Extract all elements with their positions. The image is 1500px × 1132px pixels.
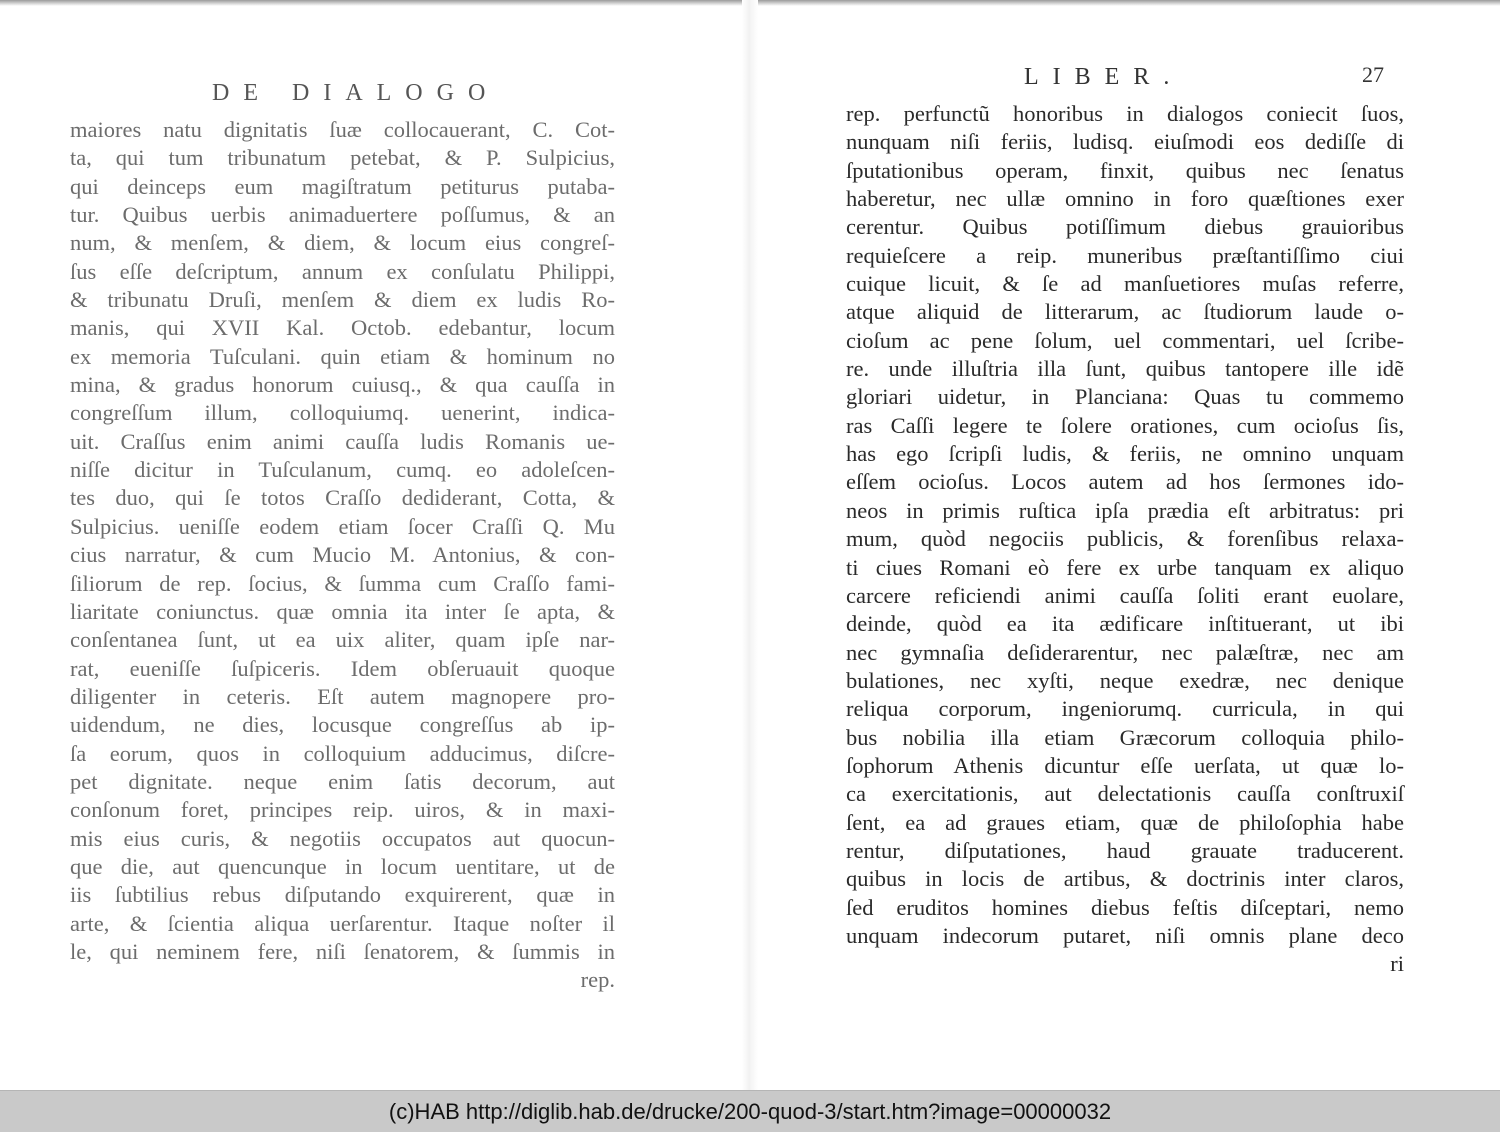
page-number: 27	[1362, 62, 1384, 87]
text-line: diligenter in ceteris. Eſt autem magnopere pro-	[70, 683, 615, 709]
text-line: deinde, quòd ea ita ædificare inſtituerant, ut ibi	[846, 611, 1404, 637]
text-line: mis eius curis, & negotiis occupatos aut quocun-	[70, 825, 615, 851]
text-line: maiores natu dignitatis ſuæ collocauerant, C. Cot-	[70, 117, 615, 142]
text-line: ca exercitationis, aut delectationis cauſſa conſtruxiſ	[846, 781, 1404, 807]
text-line: rat, eueniſſe ſuſpiceris. Idem obſeruauit quoque	[70, 655, 615, 681]
text-line: niſſe dicitur in Tuſculanum, cumq. eo adoleſcen-	[70, 457, 615, 483]
right-running-head: LIBER.	[1024, 64, 1184, 90]
text-line: congreſſum illum, colloquiumq. uenerint, indica-	[70, 400, 615, 426]
text-line: ſus eſſe deſcriptum, annum ex conſulatu Philippi,	[70, 258, 615, 284]
text-line: ſent, ea ad graues etiam, quæ de philoſophia habe	[846, 809, 1404, 835]
text-line: mum, quòd negociis publicis, & forenſibus relaxa-	[846, 526, 1404, 552]
text-line: bus nobilia illa etiam Græcorum colloquia philo-	[846, 724, 1404, 750]
left-text-block	[70, 116, 615, 995]
text-line: quibus in locis de artibus, & doctrinis inter claros,	[846, 866, 1404, 892]
text-line: bulationes, nec xyſti, neque exedræ, nec denique	[846, 667, 1404, 693]
text-line: has ego ſcripſi ludis, & feriis, ne omnino unquam	[846, 441, 1404, 467]
right-text-block	[846, 100, 1404, 979]
text-line: le, qui neminem fere, niſi ſenatorem, & ſummis in	[70, 938, 615, 964]
text-line: cioſum ac pene ſolum, uel commentari, uel ſcribe-	[846, 327, 1404, 353]
text-line: ti ciues Romani eò fere ex urbe tanquam ex aliquo	[846, 554, 1404, 580]
text-line: cuique licuit, & ſe ad manſuetiores muſas referre,	[846, 271, 1404, 297]
text-line: manis, qui XVII Kal. Octob. edebantur, locum	[70, 315, 615, 341]
text-line: conſonum foret, principes reip. uiros, & in maxi-	[70, 797, 615, 823]
text-line: arte, & ſcientia aliqua uerſarentur. Itaque noſter il	[70, 910, 615, 936]
text-line: tur. Quibus uerbis animaduertere poſſumus, & an	[70, 202, 615, 228]
text-line: uidendum, ne dies, locusque congreſſus ab ip-	[70, 712, 615, 738]
text-line: nec gymnaſia deſiderarentur, nec palæſtræ, nec am	[846, 639, 1404, 665]
text-line: cius narratur, & cum Mucio M. Antonius, & con-	[70, 542, 615, 568]
text-line: ri	[1390, 951, 1404, 977]
text-line: ta, qui tum tribunatum petebat, & P. Sulpicius,	[70, 145, 615, 171]
text-line: mina, & gradus honorum cuiusq., & qua cauſſa in	[70, 372, 615, 398]
text-line: ſed eruditos homines diebus feſtis diſceptari, nemo	[846, 894, 1404, 920]
text-line: rep.	[580, 967, 615, 993]
text-line: uit. Craſſus enim animi cauſſa ludis Romanis ue-	[70, 428, 615, 454]
text-line: iis ſubtilius rebus diſputando exquirerent, quæ in	[70, 882, 615, 908]
footer-bar	[0, 1090, 1500, 1132]
text-line: liaritate coniunctus. quæ omnia ita inter ſe apta, &	[70, 598, 615, 624]
text-line: nunquam niſi feriis, ludisq. eiuſmodi eos dediſſe di	[846, 129, 1404, 155]
text-line: reliqua corporum, ingeniorumq. curricula, in qui	[846, 696, 1404, 722]
text-line: haberetur, nec ullæ omnino in foro quæſtiones exer	[846, 186, 1404, 212]
text-line: cerentur. Quibus potiſſimum diebus grauioribus	[846, 214, 1404, 240]
text-line: ſophorum Athenis dicuntur eſſe uerſata, ut quæ lo-	[846, 752, 1404, 778]
text-line: ſa eorum, quos in colloquium adducimus, diſcre-	[70, 740, 615, 766]
left-running-head: DE DIALOGO	[212, 80, 500, 106]
text-line: & tribunatu Druſi, menſem & diem ex ludis Ro-	[70, 287, 615, 313]
text-line: unquam indecorum putaret, niſi omnis plane deco	[846, 922, 1404, 948]
text-line: pet dignitate. neque enim ſatis decorum, aut	[70, 768, 615, 794]
text-line: requieſcere a reip. muneribus præſtantiſſimo ciui	[846, 242, 1404, 268]
text-line: Sulpicius. ueniſſe eodem etiam ſocer Craſſi Q. Mu	[70, 513, 615, 539]
text-line: neos in primis ruſtica ipſa prædia eſt arbitratus: pri	[846, 497, 1404, 523]
text-line: atque aliquid de litterarum, ac ſtudiorum laude o-	[846, 299, 1404, 325]
text-line: conſentanea ſunt, ut ea uix aliter, quam ipſe nar-	[70, 627, 615, 653]
text-line: eſſem ocioſus. Locos autem ad hos ſermones ido-	[846, 469, 1404, 495]
text-line: ex memoria Tuſculani. quin etiam & hominum no	[70, 343, 615, 369]
right-page	[750, 0, 1500, 1090]
text-line: rep. perfunctũ honoribus in dialogos coniecit ſuos,	[846, 101, 1404, 126]
text-line: qui deinceps eum magiſtratum petiturus putaba-	[70, 173, 615, 199]
copyright-url-text: (c)HAB http://diglib.hab.de/drucke/200-quod-3/start.htm?image=00000032	[388, 1098, 1112, 1124]
text-line: ſputationibus operam, finxit, quibus nec ſenatus	[846, 157, 1404, 183]
text-line: carcere reficiendi animi cauſſa ſoliti erant euolare,	[846, 582, 1404, 608]
text-line: que die, aut quencunque in locum uentitare, ut de	[70, 853, 615, 879]
text-line: ſiliorum de rep. ſocius, & ſumma cum Craſſo fami-	[70, 570, 615, 596]
text-line: tes duo, qui ſe totos Craſſo dediderant, Cotta, &	[70, 485, 615, 511]
text-line: num, & menſem, & diem, & locum eius congreſ-	[70, 230, 615, 256]
text-line: re. unde illuſtria illa ſunt, quibus tantopere ille idẽ	[846, 356, 1404, 382]
text-line: gloriari uidetur, in Planciana: Quas tu commemo	[846, 384, 1404, 410]
text-line: ras Caſſi legere te ſolere orationes, cum ocioſus ſis,	[846, 412, 1404, 438]
left-page	[0, 0, 750, 1090]
text-line: rentur, diſputationes, haud grauate traducerent.	[846, 837, 1404, 863]
